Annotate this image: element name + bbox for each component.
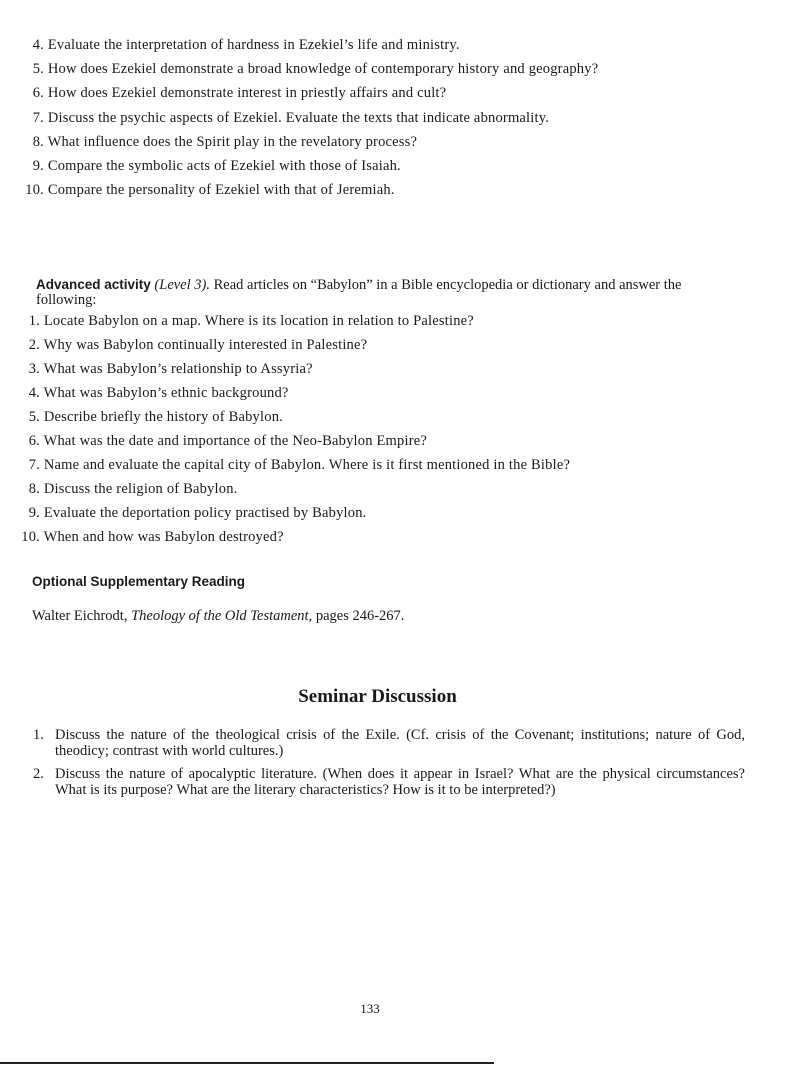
item-number: 5. xyxy=(32,61,44,78)
item-text: What was the date and importance of the Neo-Babylon Empire? xyxy=(43,433,428,449)
item-text: What was Babylon’s ethnic background? xyxy=(43,385,289,401)
item-text: Discuss the religion of Babylon. xyxy=(43,481,238,497)
item-number: 4. xyxy=(28,385,40,401)
list-item xyxy=(12,405,570,429)
list-item xyxy=(16,57,598,81)
citation-pages: pages 246-267. xyxy=(315,608,405,624)
item-number: 5. xyxy=(28,409,40,425)
advanced-activity-label: Advanced activity xyxy=(36,276,151,292)
list-item xyxy=(12,525,570,549)
item-number: 7. xyxy=(28,457,40,473)
citation-title: Theology of the Old Testament, xyxy=(131,608,313,624)
item-number: 7. xyxy=(32,109,44,126)
list-item xyxy=(12,429,570,453)
list-item xyxy=(12,477,570,501)
item-number: 9. xyxy=(32,157,44,174)
item-text: What was Babylon’s relationship to Assyria? xyxy=(43,361,313,377)
list-item xyxy=(16,33,598,57)
study-questions-list xyxy=(16,33,598,202)
list-item xyxy=(12,309,570,333)
item-number: 3. xyxy=(28,361,40,377)
seminar-item xyxy=(33,728,745,759)
list-item xyxy=(16,81,598,105)
list-item xyxy=(16,154,598,178)
item-text: Evaluate the interpretation of hardness in Ezekiel’s life and ministry. xyxy=(47,37,460,53)
item-text: Discuss the psychic aspects of Ezekiel. Evaluate the texts that indicate abnormality. xyxy=(47,109,550,126)
item-text: Name and evaluate the capital city of Babylon. Where is it first mentioned in the Bible? xyxy=(43,457,571,473)
item-number: 9. xyxy=(28,505,40,521)
page-number: 133 xyxy=(360,1001,380,1016)
item-text: Discuss the nature of apocalyptic literature. (When does it appear in Israel? What are the physical circumstances? What is its purpose? What are the literary characteristics? How is it to be interpreted?) xyxy=(55,766,745,798)
babylon-questions-list xyxy=(12,309,570,549)
item-number: 2. xyxy=(33,766,44,782)
footer-rule xyxy=(0,1062,494,1064)
item-number: 6. xyxy=(32,85,44,102)
item-text: What influence does the Spirit play in the revelatory process? xyxy=(47,133,418,150)
item-text: Describe briefly the history of Babylon. xyxy=(43,409,283,425)
advanced-activity-text: Read articles on “Babylon” in a Bible encyclopedia or dictionary and answer the following: xyxy=(36,276,682,308)
item-text: Evaluate the deportation policy practised by Babylon. xyxy=(43,505,367,521)
seminar-heading: Seminar Discussion xyxy=(298,686,457,707)
list-item xyxy=(12,453,570,477)
advanced-activity-level: (Level 3). xyxy=(154,276,210,293)
list-item xyxy=(16,106,598,130)
item-text: How does Ezekiel demonstrate a broad knowledge of contemporary history and geography? xyxy=(47,61,599,78)
item-number: 6. xyxy=(28,433,40,449)
item-text: Discuss the nature of the theological crisis of the Exile. (Cf. crisis of the Covenant; institutions; nature of God, theodicy; contrast with world cultures.) xyxy=(55,727,745,759)
item-text: When and how was Babylon destroyed? xyxy=(43,529,284,545)
optional-reading-heading: Optional Supplementary Reading xyxy=(32,574,246,589)
item-number: 10. xyxy=(21,529,40,545)
item-number: 1. xyxy=(33,727,44,743)
item-number: 10. xyxy=(25,182,44,199)
item-text: Compare the personality of Ezekiel with that of Jeremiah. xyxy=(47,182,395,199)
seminar-item xyxy=(33,767,745,798)
item-text: How does Ezekiel demonstrate interest in priestly affairs and cult? xyxy=(47,85,447,102)
reading-citation xyxy=(32,608,404,625)
item-text: Compare the symbolic acts of Ezekiel with those of Isaiah. xyxy=(47,157,401,174)
list-item xyxy=(12,333,570,357)
citation-author: Walter Eichrodt, xyxy=(32,608,128,624)
item-number: 8. xyxy=(28,481,40,497)
list-item xyxy=(12,501,570,525)
list-item xyxy=(16,178,598,202)
item-number: 1. xyxy=(28,313,40,329)
item-number: 4. xyxy=(32,37,44,53)
item-number: 2. xyxy=(28,337,40,353)
list-item xyxy=(12,357,570,381)
item-text: Locate Babylon on a map. Where is its location in relation to Palestine? xyxy=(43,313,474,329)
item-text: Why was Babylon continually interested in Palestine? xyxy=(43,337,368,353)
list-item xyxy=(12,381,570,405)
item-number: 8. xyxy=(32,133,44,150)
advanced-activity-paragraph xyxy=(36,277,736,308)
list-item xyxy=(16,130,598,154)
